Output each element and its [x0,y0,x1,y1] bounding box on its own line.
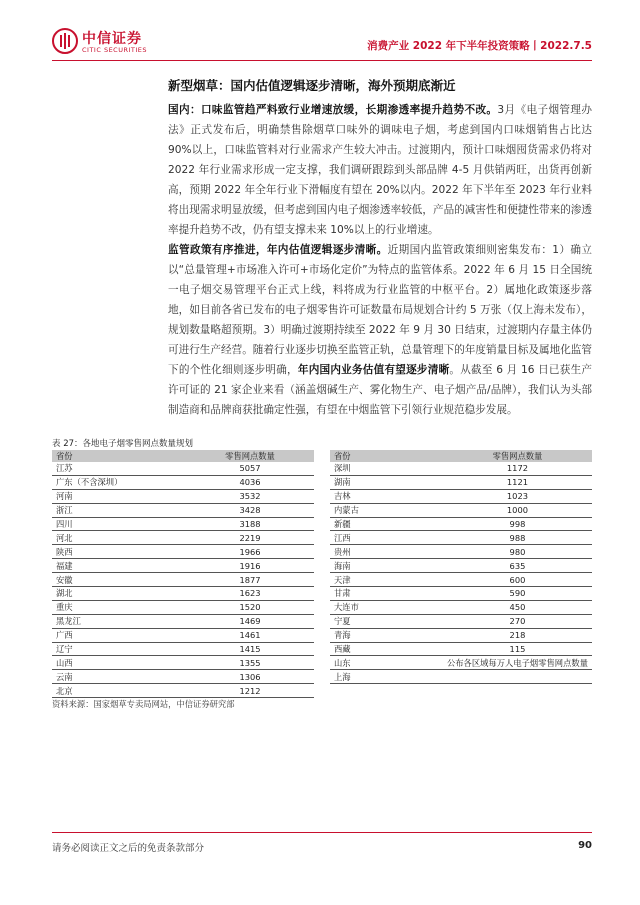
province-cell: 江苏 [52,462,186,475]
count-cell: 5057 [186,462,314,475]
province-cell: 福建 [52,559,186,573]
col-province-header: 省份 [52,450,186,462]
page-number: 90 [578,840,592,851]
count-cell: 1023 [443,489,592,503]
table-row [330,656,592,670]
count-cell: 3428 [186,503,314,517]
table-row [330,545,592,559]
province-cell: 云南 [52,670,186,684]
table-row [52,475,314,489]
table-row [52,517,314,531]
footer-disclaimer: 请务必阅读正文之后的免责条款部分 [52,843,205,854]
count-cell: 4036 [186,475,314,489]
province-cell: 江西 [330,531,443,545]
province-cell: 河北 [52,531,186,545]
table-row [330,628,592,642]
paragraph-regulation [168,240,592,420]
count-cell: 600 [443,573,592,587]
province-cell: 重庆 [52,600,186,614]
province-cell: 广西 [52,628,186,642]
province-cell: 山东 [330,656,443,670]
province-cell: 天津 [330,573,443,587]
table-row [330,587,592,601]
count-cell: 998 [443,517,592,531]
count-cell: 1212 [186,684,314,698]
table-row [52,559,314,573]
province-cell: 山西 [52,656,186,670]
province-cell: 甘肃 [330,587,443,601]
count-cell: 1623 [186,587,314,601]
table-row [330,503,592,517]
table-row [52,545,314,559]
table-row [52,587,314,601]
province-cell: 西藏 [330,642,443,656]
count-cell: 1355 [186,656,314,670]
paragraph-emphasis: 年内国内业务估值有望逐步清晰 [297,364,450,376]
table-row [330,489,592,503]
count-cell: 1966 [186,545,314,559]
table-header-row [52,450,314,462]
brand-name-en: CITIC SECURITIES [82,46,148,54]
table-row [330,559,592,573]
province-cell: 陕西 [52,545,186,559]
count-cell: 公布各区域每万人电子烟零售网点数量 [443,656,592,670]
table-row [52,503,314,517]
table-row [330,573,592,587]
province-cell: 浙江 [52,503,186,517]
table-row [52,614,314,628]
count-cell: 2219 [186,531,314,545]
col-province-header: 省份 [330,450,443,462]
table-row [52,462,314,475]
table-row [52,573,314,587]
table-row [52,656,314,670]
table-row [52,684,314,698]
report-title: 消费产业 2022 年下半年投资策略丨2022.7.5 [367,40,592,52]
citic-logo [52,26,202,58]
table-row [330,462,592,475]
table-row [330,600,592,614]
table-source: 资料来源：国家烟草专卖局网站，中信证券研究部 [52,699,235,709]
province-cell: 青海 [330,628,443,642]
footer-divider [52,832,592,833]
province-cell: 深圳 [330,462,443,475]
table-row [330,642,592,656]
count-cell: 980 [443,545,592,559]
count-cell: 590 [443,587,592,601]
province-cell: 河南 [52,489,186,503]
count-cell: 1000 [443,503,592,517]
count-cell: 218 [443,628,592,642]
table-row [52,489,314,503]
header-divider [52,60,592,61]
brand-name-cn: 中信证券 [82,31,142,47]
province-cell: 辽宁 [52,642,186,656]
section-title: 新型烟草：国内估值逻辑逐步清晰，海外预期底渐近 [168,78,456,93]
page-header [52,26,592,62]
province-cell: 四川 [52,517,186,531]
count-cell: 1469 [186,614,314,628]
province-cell: 湖南 [330,475,443,489]
count-cell: 988 [443,531,592,545]
table-row [52,531,314,545]
count-cell: 115 [443,642,592,656]
province-cell: 广东（不含深圳） [52,475,186,489]
paragraph-body: 3月《电子烟管理办法》正式发布后，明确禁售除烟草口味外的调味电子烟，考虑到国内口味烟销售占比达 90%以上，口味监管料对行业需求产生较大冲击。过渡期内，预计口味烟囤货需求仍将对 2022 年行业需求形成一定支撑，我们调研跟踪到头部品牌 4-5 月供销两旺，出货再创新高，预期 2022 年全年行业下滑幅度有望在 20%以内。2022 年下半年至 2023 年行业料将出现需求明显放缓，但考虑到国内电子烟渗透率较低，产品的减害性和便捷性带来的渗透率提升趋势不改，仍有望支撑未来 10%以上的行业增速。 [168,104,592,236]
table-header-row [330,450,592,462]
table-row [330,614,592,628]
province-cell: 北京 [52,684,186,698]
table-row [52,628,314,642]
table-row [52,600,314,614]
table-row [330,517,592,531]
province-cell: 海南 [330,559,443,573]
province-cell: 上海 [330,670,443,684]
paragraph-lead: 国内：口味监管趋严料致行业增速放缓，长期渗透率提升趋势不改。 [168,104,498,116]
col-count-header: 零售网点数量 [186,450,314,462]
province-cell: 内蒙古 [330,503,443,517]
table-row [330,475,592,489]
citic-logo-icon [52,28,78,54]
paragraph-domestic [168,100,592,240]
count-cell: 1121 [443,475,592,489]
count-cell: 1172 [443,462,592,475]
count-cell [443,670,592,684]
count-cell: 450 [443,600,592,614]
province-cell: 大连市 [330,600,443,614]
province-cell: 吉林 [330,489,443,503]
count-cell: 1415 [186,642,314,656]
province-cell: 湖北 [52,587,186,601]
province-cell: 安徽 [52,573,186,587]
col-count-header: 零售网点数量 [443,450,592,462]
count-cell: 635 [443,559,592,573]
province-cell: 贵州 [330,545,443,559]
table-row [330,531,592,545]
paragraph-body: 。从截至 6 月 16 日已获生产许可证的 21 家企业来看（涵盖烟碱生产、雾化物生产、电子烟产品/品牌），我们认为头部制造商和品牌商获批确定性强，有望在中烟监管下引领行业规范稳步发展。 [168,364,592,416]
count-cell: 1306 [186,670,314,684]
count-cell: 3532 [186,489,314,503]
table-caption: 表 27：各地电子烟零售网点数量规划 [52,439,194,449]
table-left [52,450,314,698]
table-right [330,450,592,684]
province-cell: 新疆 [330,517,443,531]
count-cell: 1877 [186,573,314,587]
table-row [52,642,314,656]
count-cell: 270 [443,614,592,628]
table-row [52,670,314,684]
paragraph-body: 近期国内监管政策细则密集发布：1）确立以“总量管理+市场准入许可+市场化定价”为特点的监管体系。2022 年 6 月 15 日全国统一电子烟交易管理平台正式上线，料将成为行业监管的中枢平台。2）属地化政策逐步落地，如目前各省已发布的电子烟零售许可证数量布局规划合计约 5 万张（仅上海未发布），规划数量略超预期。3）明确过渡期持续至 2022 年 9 月 30 日结束，过渡期内存量主体仍可进行生产经营。随着行业逐步切换至监管正轨，总量管理下的年度销量目标及属地化监管下的个性化细则逐步明确， [168,244,592,376]
paragraph-lead: 监管政策有序推进，年内估值逻辑逐步清晰。 [168,244,388,256]
count-cell: 1520 [186,600,314,614]
count-cell: 1916 [186,559,314,573]
count-cell: 1461 [186,628,314,642]
province-cell: 黑龙江 [52,614,186,628]
table-row [330,670,592,684]
province-cell: 宁夏 [330,614,443,628]
count-cell: 3188 [186,517,314,531]
